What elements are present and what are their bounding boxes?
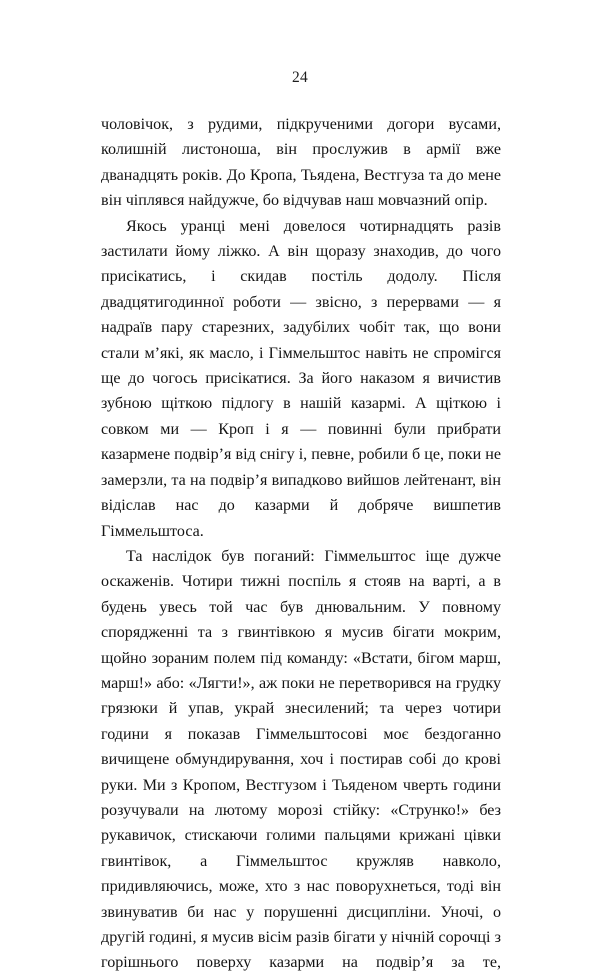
paragraph-1: чоловічок, з рудими, підкрученими догори вусами, колишній листоноша, він прослужив в армії вже дванадцять років. До Кропа, Тьядена, Вестгуза та до мене він чіплявся найдужче, бо відчував наш мовчазний опір. xyxy=(101,116,501,210)
page-number: 24 xyxy=(292,69,308,86)
body-text-block xyxy=(101,112,501,976)
paragraph-3: Та наслідок був поганий: Гіммельштос іще дужче оскаженів. Чотири тижні поспіль я стояв на варті, а в будень увесь той час був днювальним. У повному спорядженні та з гвинтівкою я мусив бігати мокрим, щойно зораним полем під команду: «Встати, бігом марш, марш!» або: «Лягти!», аж поки не перетворився на грудку грязюки й упав, украй знесилений; та через чотири години я показав Гіммельштосові моє бездоганно вичищене обмундирування, хоч і постирав собі до крові руки. Ми з Кропом, Вестгузом і Тьяденом чверть години розучували на лютому морозі стійку: «Струнко!» без рукавичок, стискаючи голими пальцями крижані цівки гвинтівок, а Гіммельштос кружляв навколо, придивляючись, може, хто з нас поворухнеться, тоді він звинуватив би нас у порушенні дисципліни. Уночі, о другій годині, я мусив вісім разів бігати у нічній сорочці з горішнього поверху казарми на подвір’я за те, xyxy=(101,547,501,972)
paragraph-2: Якось уранці мені довелося чотирнадцять разів застилати йому ліжко. А він щоразу знаходив, до чого присікатись, і скидав постіль додолу. Після двадцятигодинної роботи — звісно, з перервами — я надраїв пару старезних, задубілих чобіт так, що вони стали м’які, як масло, і Гіммельштос навіть не спромігся ще до чогось присікатися. За його наказом я вичистив зубною щіткою підлогу в нашій казармі. А щіткою і совком ми — Кроп і я — повинні були прибрати казармене подвір’я від снігу і, певне, робили б це, поки не замерзли, та на подвір’я випадково вийшов лейтенант, він відіслав нас до казарми й добряче вишпетив Гіммельштоса. xyxy=(101,217,501,540)
